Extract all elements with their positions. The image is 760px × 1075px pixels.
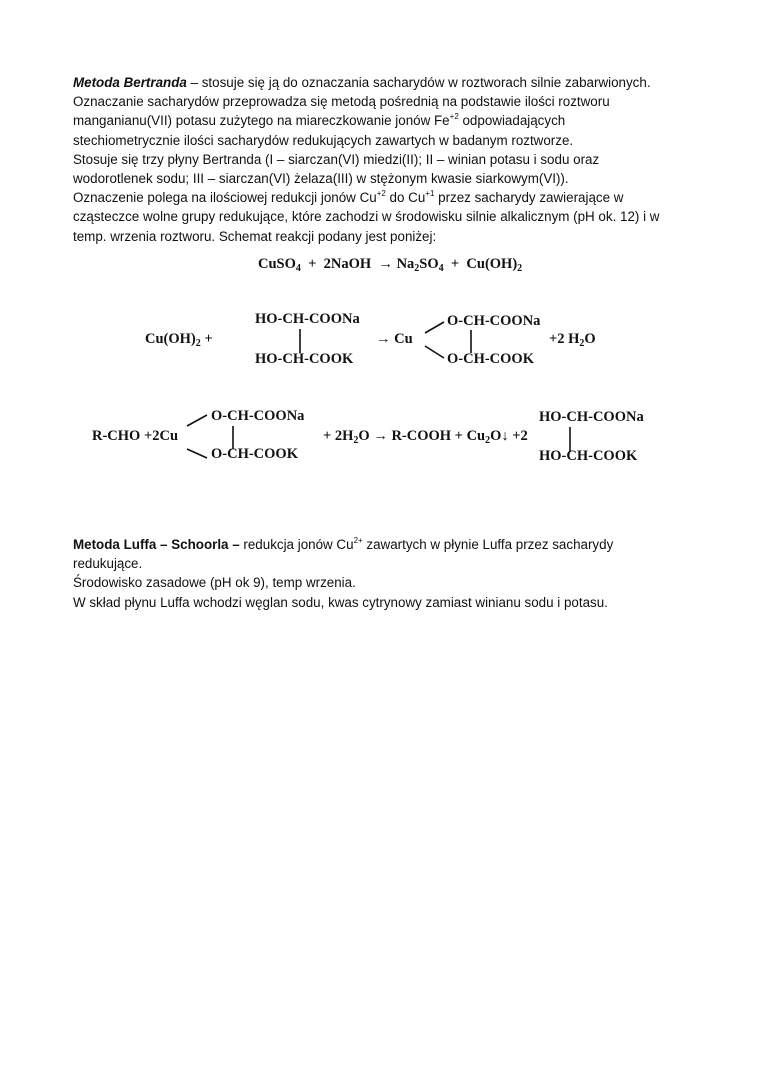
plus-sign: +	[450, 256, 460, 272]
subscript: 2	[485, 435, 491, 446]
plus-sign: +	[308, 256, 317, 272]
luff-title: Metoda Luffa – Schoorla –	[73, 537, 240, 552]
subscript: 2	[414, 263, 420, 274]
complex-bottom-2: O-CH-COOK	[211, 446, 298, 462]
cu-charge-1: +2	[376, 189, 386, 199]
bertrand-line-7-c: przez sacharydy zawierające w	[434, 190, 624, 206]
luff-section	[73, 535, 693, 612]
bond-cu-o-upper-2	[187, 415, 207, 426]
bertrand-line-4: stechiometrycznie ilości sacharydów redukujących zawartych w badanym roztworze.	[73, 132, 574, 148]
so4-formula: SO	[419, 256, 439, 272]
oxygen-text: O	[584, 331, 596, 347]
precipitate-text: O↓ +2	[490, 428, 528, 444]
tartrate-top-2: HO-CH-COONa	[539, 409, 644, 425]
luff-line-2: redukujące.	[73, 556, 143, 572]
tartrate-top: HO-CH-COONa	[255, 311, 360, 327]
subscript: 2	[517, 263, 523, 274]
subscript: 2	[353, 435, 359, 446]
bertrand-title: Metoda Bertranda	[73, 75, 187, 90]
bertrand-line-7-b: do Cu	[385, 190, 426, 206]
bertrand-line-7-a: Oznaczenie polega na ilościowej redukcji jonów Cu	[73, 190, 377, 206]
subscript: 4	[438, 263, 444, 274]
bond-cu-o-lower-2	[187, 449, 207, 458]
subscript: 2	[579, 338, 585, 349]
bond-cu-o-lower	[425, 346, 444, 358]
tartrate-bottom: HO-CH-COOK	[255, 351, 354, 367]
acid-text: O → R-COOH + Cu	[358, 428, 486, 444]
luff-line-1-b: zawartych w płynie Luffa przez sacharydy	[362, 537, 614, 552]
bertrand-line-3-b: odpowiadających	[458, 113, 566, 129]
bertrand-section	[73, 73, 693, 246]
bertrand-line-8: cząsteczce wolne grupy redukujące, które zachodzi w środowisku silnie alkalicznym (pH ok. 12) i w	[73, 209, 660, 225]
water-text: +2 H	[549, 331, 580, 347]
cu-charge-luff: 2+	[353, 536, 363, 545]
luff-line-4: W skład płynu Luffa wchodzi węglan sodu, kwas cytrynowy zamiast winianu sodu i potasu.	[73, 594, 608, 610]
bertrand-line-2: Oznaczanie sacharydów przeprowadza się metodą pośrednią na podstawie ilości roztworu	[73, 94, 610, 110]
reaction-arrow: → Na	[378, 256, 415, 272]
cuso4-formula: CuSO	[258, 256, 296, 272]
water-text: + 2H	[323, 428, 354, 444]
water-product	[549, 331, 596, 347]
luff-line-3: Środowisko zasadowe (pH ok 9), temp wrzenia.	[73, 575, 356, 591]
bertrand-line-6: wodorotlenek sodu; III – siarczan(VI) żelaza(III) w stężonym kwasie siarkowym(VI)).	[73, 171, 569, 187]
naoh-formula: 2NaOH	[323, 256, 372, 272]
luff-line-1	[73, 535, 693, 554]
complex-top-2: O-CH-COONa	[211, 408, 305, 424]
complex-top: O-CH-COONa	[447, 313, 541, 329]
aldehyde-copper: R-CHO +2Cu	[92, 428, 179, 444]
subscript: 2	[195, 338, 201, 349]
cuoh2-formula: Cu(OH)	[466, 256, 518, 272]
plus-sign: +	[200, 331, 213, 347]
bertrand-line-1-text: – stosuje się ją do oznaczania sacharydów w roztworach silnie zabarwionych.	[186, 75, 651, 90]
bertrand-line-3	[73, 111, 693, 130]
bertrand-line-7	[73, 188, 693, 207]
fe-charge: +2	[449, 112, 459, 122]
bertrand-line-5: Stosuje się trzy płyny Bertranda (I – siarczan(VI) miedzi(II); II – winian potasu i sodu oraz	[73, 151, 600, 167]
subscript: 4	[295, 263, 301, 274]
bond-cu-o-upper	[425, 322, 444, 333]
cuoh2-formula: Cu(OH)	[145, 331, 196, 347]
luff-line-1-a: redukcja jonów Cu	[239, 537, 354, 552]
reaction-3-middle	[323, 428, 528, 444]
cu-charge-2: +1	[425, 189, 435, 199]
bertrand-line-3-a: manganianu(VII) potasu zużytego na miareczkowanie jonów Fe	[73, 113, 450, 129]
arrow-cu: → Cu	[376, 331, 413, 347]
complex-bottom: O-CH-COOK	[447, 351, 534, 367]
reaction-1	[258, 256, 522, 272]
reaction-2-reactant	[145, 331, 213, 347]
bertrand-line-9: temp. wrzenia roztworu. Schemat reakcji podany jest poniżej:	[73, 228, 437, 244]
bertrand-line-1	[73, 73, 693, 92]
tartrate-bottom-2: HO-CH-COOK	[539, 448, 638, 464]
